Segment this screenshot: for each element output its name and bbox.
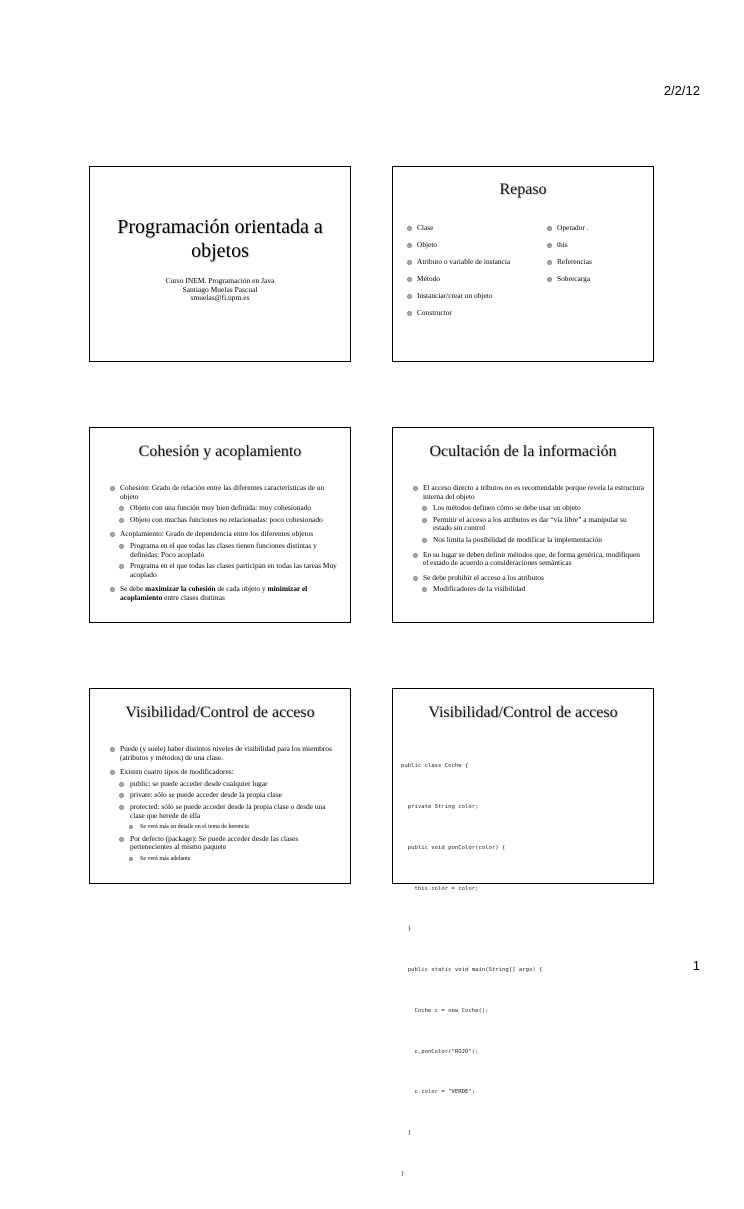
list-subitem: Por defecto (package): Se puede acceder desde las clases pertenecientes al mismo paquete xyxy=(110,835,342,852)
slide-title: Cohesión y acoplamiento xyxy=(138,443,302,460)
list-item: Objeto xyxy=(407,241,547,258)
list-item: Constructor xyxy=(407,309,547,326)
subtitle-line: smuelas@fi.upm.es xyxy=(190,293,250,302)
list-subitem: private: sólo se puede acceder desde la propia clase xyxy=(110,791,342,800)
bullet-icon xyxy=(110,770,115,775)
bullet-icon xyxy=(422,518,427,523)
list-subsubitem: Se verá más en detalle en el tema de herencia xyxy=(110,823,342,832)
bullet-icon xyxy=(110,587,115,592)
list-item: Método xyxy=(407,275,547,292)
list-subitem: Los métodos definen cómo se debe usar un objeto xyxy=(413,504,645,513)
bullet-icon xyxy=(110,486,115,491)
code-block xyxy=(401,733,542,1209)
bullet-icon xyxy=(407,226,412,231)
code-line: public static void main(String[] args) { xyxy=(401,967,543,974)
list-item: Instanciar/crear un objeto xyxy=(407,292,547,309)
list-subitem: Objeto con una función muy bien definida: muy cohesionado xyxy=(110,504,342,513)
bullet-icon xyxy=(119,518,124,523)
bullet-icon xyxy=(407,243,412,248)
bullet-list-right xyxy=(547,224,647,292)
slide-4 xyxy=(392,427,654,623)
bullet-list-left xyxy=(407,224,547,326)
slide-6 xyxy=(392,688,654,1177)
list-item: Se debe prohibir el acceso a los atributos xyxy=(413,574,645,583)
bullet-icon xyxy=(547,277,552,282)
bullet-icon xyxy=(119,564,124,569)
code-line: c.color = "VERDE"; xyxy=(401,1089,476,1096)
bullet-icon xyxy=(119,506,124,511)
list-subitem: Programa en el que todas las clases participan en todas las tareas Muy acoplado xyxy=(110,562,342,579)
bullet-icon xyxy=(119,837,124,842)
code-line: } xyxy=(401,926,412,933)
slide-title: Visibilidad/Control de acceso xyxy=(428,704,618,721)
list-subitem: Programa en el que todas las clases tienen funciones distintas y definidas: Poco acoplado xyxy=(110,542,342,559)
slide-title: Visibilidad/Control de acceso xyxy=(125,704,315,721)
code-line: private String color; xyxy=(401,803,479,810)
bullet-icon xyxy=(119,793,124,798)
slide-title: Ocultación de la información xyxy=(429,443,617,460)
list-subitem: Permitir el acceso a los atributos es dar “vía libre” a manipular su estado sin control xyxy=(413,516,645,533)
bullet-icon xyxy=(407,294,412,299)
page-number: 1 xyxy=(692,958,700,973)
list-item: El acceso directo a tributos no es recomendable porque revela la estructura interna del objeto xyxy=(413,484,645,501)
bullet-icon xyxy=(129,825,133,829)
subtitle-line: Curso INEM. Programación en Java xyxy=(165,276,275,285)
list-item: Referencias xyxy=(547,258,647,275)
bullet-list xyxy=(110,484,342,603)
bullet-icon xyxy=(547,260,552,265)
list-item: Clase xyxy=(407,224,547,241)
bullet-icon xyxy=(407,260,412,265)
slide-title: Programación orientada a objetos xyxy=(117,216,323,262)
code-line: public void ponColor(color) { xyxy=(401,844,506,851)
bullet-icon xyxy=(407,311,412,316)
code-line: Coche c = new Coche(); xyxy=(401,1007,489,1014)
slide-2 xyxy=(392,166,654,362)
bullet-icon xyxy=(413,553,418,558)
list-item: Operador . xyxy=(547,224,647,241)
bullet-icon xyxy=(547,226,552,231)
bullet-icon xyxy=(413,486,418,491)
bullet-icon xyxy=(407,277,412,282)
bullet-icon xyxy=(422,587,427,592)
list-subitem: Objeto con muchas funciones no relacionadas: poco cohesionado xyxy=(110,516,342,525)
code-line: } xyxy=(401,1171,405,1177)
slide-title: Repaso xyxy=(499,181,547,198)
list-subitem: Modificadores de la visibilidad xyxy=(413,585,645,594)
list-item: Atributo o variable de instancia xyxy=(407,258,547,275)
bullet-icon xyxy=(129,857,133,861)
bullet-icon xyxy=(110,532,115,537)
list-item: Cohesión: Grado de relación entre las diferentes características de un objeto xyxy=(110,484,342,501)
list-item: this xyxy=(547,241,647,258)
bullet-list xyxy=(413,484,645,594)
code-line: this.color = color; xyxy=(401,885,479,892)
slide-1 xyxy=(89,166,351,362)
list-subitem: public: se puede acceder desde cualquier lugar xyxy=(110,780,342,789)
list-item: Puede (y suele) haber distintos niveles de visibilidad para los miembros (atributos y métodos) de una clase. xyxy=(110,745,342,762)
subtitle-line: Santiago Muelas Pascual xyxy=(182,284,258,294)
list-item: Existen cuatro tipos de modificadores: xyxy=(110,768,342,777)
list-subsubitem: Se verá más adelante xyxy=(110,855,342,864)
bullet-icon xyxy=(119,805,124,810)
slide-5 xyxy=(89,688,351,884)
slide-3 xyxy=(89,427,351,623)
list-subitem: Nos limita la posibilidad de modificar la implementación xyxy=(413,536,645,545)
list-item: Acoplamiento: Grado de dependencia entre los diferentes objetos xyxy=(110,530,342,539)
list-item: Se debe maximizar la cohesión de cada objeto y minimizar el acoplamiento entre clases distintas xyxy=(110,585,342,602)
bullet-icon xyxy=(422,506,427,511)
list-item: En su lugar se deben definir métodos que, de forma genérica, modifiquen el estado de acuerdo a consideraciones semánticas xyxy=(413,551,645,568)
list-subitem: protected: sólo se puede acceder desde la propia clase o desde una clase que herede de ella xyxy=(110,803,342,820)
slide-subtitle xyxy=(100,277,340,303)
code-line: c.ponColor("ROJO"); xyxy=(401,1048,479,1055)
code-line: } xyxy=(401,1130,412,1137)
bullet-icon xyxy=(422,538,427,543)
bullet-list xyxy=(110,745,342,864)
bullet-icon xyxy=(119,782,124,787)
page-date: 2/2/12 xyxy=(663,83,700,98)
list-item: Sobrecarga xyxy=(547,275,647,292)
bullet-icon xyxy=(119,544,124,549)
bullet-icon xyxy=(110,747,115,752)
code-line: public class Coche { xyxy=(401,763,469,770)
bullet-icon xyxy=(547,243,552,248)
bullet-icon xyxy=(413,576,418,581)
